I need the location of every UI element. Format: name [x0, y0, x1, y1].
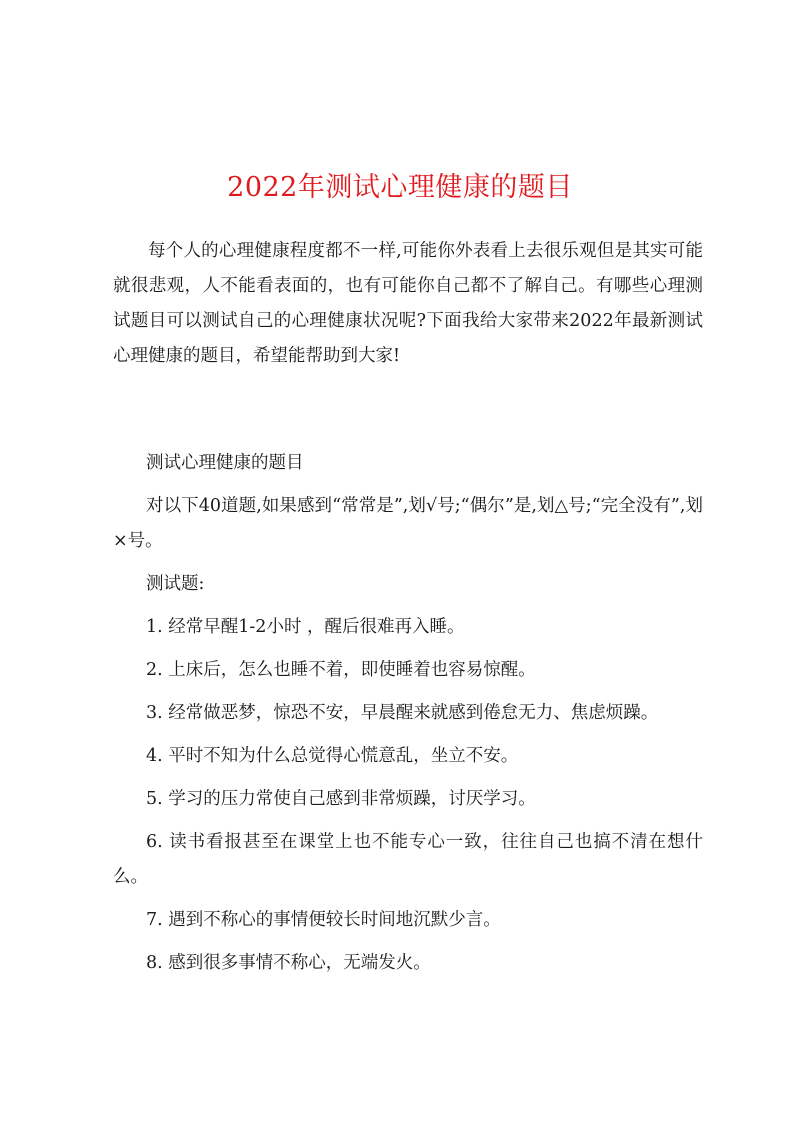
question-item: 4. 平时不知为什么总觉得心慌意乱，坐立不安。	[146, 746, 519, 766]
question-item: 7. 遇到不称心的事情便较长时间地沉默少言。	[146, 910, 501, 930]
document-title: 2022年测试心理健康的题目	[227, 172, 573, 203]
question-item: 3. 经常做恶梦，惊恐不安，早晨醒来就感到倦怠无力、焦虑烦躁。	[146, 703, 659, 723]
question-item: 1. 经常早醒1-2小时 ，醒后很难再入睡。	[146, 617, 465, 637]
test-label: 测试题:	[146, 574, 205, 594]
question-item: 6. 读书看报甚至在课堂上也不能专心一致，往往自己也搞不清在想什么。	[113, 832, 703, 887]
test-section	[113, 446, 703, 989]
question-item: 8. 感到很多事情不称心，无端发火。	[146, 953, 431, 973]
section-heading: 测试心理健康的题目	[146, 453, 304, 473]
instructions-paragraph: 对以下40道题,如果感到“常常是”,划√号;“偶尔”是,划△号;“完全没有”,划×号。	[113, 496, 703, 551]
question-item: 5. 学习的压力常使自己感到非常烦躁，讨厌学习。	[146, 789, 536, 809]
intro-paragraph: 每个人的心理健康程度都不一样,可能你外表看上去很乐观但是其实可能就很悲观，人不能看表面的，也有可能你自己都不了解自己。有哪些心理测试题目可以测试自己的心理健康状况呢?下面我给大家带来2022年最新测试心理健康的题目，希望能帮助到大家!	[113, 241, 703, 366]
question-item: 2. 上床后，怎么也睡不着，即使睡着也容易惊醒。	[146, 660, 536, 680]
